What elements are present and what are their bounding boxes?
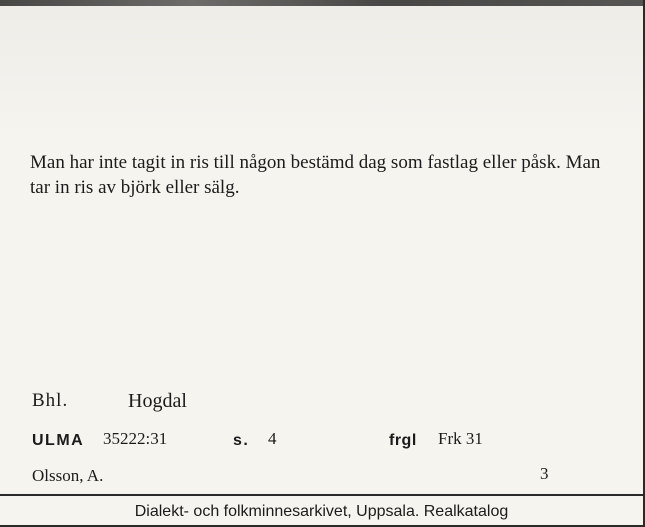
page-label: s. — [233, 432, 250, 449]
archive-footer: Dialekt- och folkminnesarkivet, Uppsala. Realkatalog — [134, 503, 509, 520]
footer-divider — [0, 494, 643, 496]
ulma-number: 35222:31 — [103, 429, 168, 448]
ulma-label: ULMA — [32, 432, 85, 449]
page-number: 4 — [268, 429, 277, 448]
collector-name: Olsson, A. — [32, 466, 104, 485]
parish-name: Hogdal — [128, 390, 187, 412]
card-body-text: Man har inte tagit in ris till någon bestämd dag som fastlag eller påsk. Man tar in ris av björk eller sälg. — [30, 152, 601, 198]
card-number: 3 — [540, 464, 549, 483]
frgl-value: Frk 31 — [438, 429, 483, 448]
scan-edge — [0, 0, 643, 6]
province-abbreviation: Bhl. — [32, 390, 69, 411]
frgl-label: frgl — [389, 432, 417, 449]
